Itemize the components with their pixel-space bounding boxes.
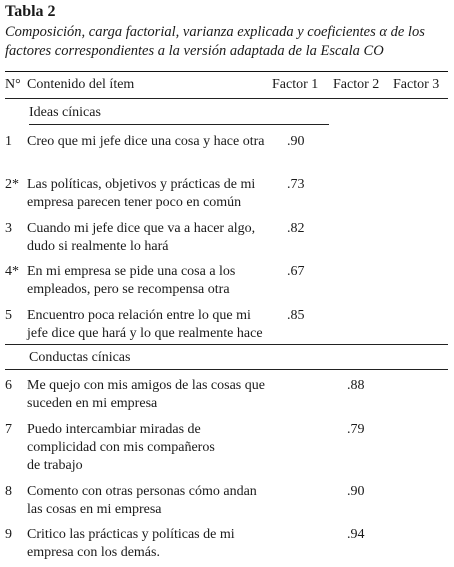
item-text: Critico las prácticas y políticas de mi empresa con los demás. [27, 527, 235, 560]
table-title: Tabla 2 [5, 3, 56, 20]
top-rule [5, 71, 448, 72]
item-number: 8 [5, 484, 12, 499]
item-number: 2* [5, 177, 19, 192]
header-factor1: Factor 1 [272, 77, 319, 92]
item-text: Me quejo con mis amigos de las cosas que suceden en mi empresa [27, 378, 265, 411]
item-text: Comento con otras personas cómo andan las cosas en mi empresa [27, 484, 257, 517]
factor1-loading: .82 [287, 221, 305, 236]
header-factor3: Factor 3 [393, 77, 440, 92]
item-number: 1 [5, 134, 12, 149]
factor1-loading: .85 [287, 308, 305, 323]
item-text: Cuando mi jefe dice que va a hacer algo, dudo si realmente lo hará [27, 221, 256, 254]
section-divider [5, 344, 448, 345]
factor2-loading: .94 [347, 527, 365, 542]
header-factor2: Factor 2 [333, 77, 380, 92]
item-number: 9 [5, 527, 12, 542]
item-text: Las políticas, objetivos y prácticas de mi empresa parecen tener poco en común [27, 177, 256, 210]
section-heading: Ideas cínicas [29, 105, 101, 120]
section-rule [5, 369, 448, 370]
section-rule [29, 124, 329, 125]
section-heading: Conductas cínicas [29, 350, 131, 365]
header-content: Contenido del ítem [27, 77, 135, 92]
factor2-loading: .88 [347, 378, 365, 393]
item-number: 5 [5, 308, 12, 323]
item-number: 6 [5, 378, 12, 393]
item-text: Encuentro poca relación entre lo que mi jefe dice que hará y lo que realmente hace [27, 308, 263, 341]
item-text: Creo que mi jefe dice una cosa y hace otra [27, 134, 265, 149]
item-number: 7 [5, 422, 12, 437]
factor2-loading: .79 [347, 422, 365, 437]
item-text: En mi empresa se pide una cosa a los empleados, pero se recompensa otra [27, 264, 236, 297]
item-number: 4* [5, 264, 19, 279]
factor1-loading: .67 [287, 264, 305, 279]
table-caption: Composición, carga factorial, varianza explicada y coeficientes α de los factores correspondientes a la versión adaptada de la Escala CO [5, 24, 425, 59]
factor1-loading: .90 [287, 134, 305, 149]
factor1-loading: .73 [287, 177, 305, 192]
header-rule [5, 98, 448, 99]
factor2-loading: .90 [347, 484, 365, 499]
header-number: N° [5, 77, 21, 92]
item-text: Puedo intercambiar miradas de complicidad con mis compañeros de trabajo [27, 422, 215, 473]
item-number: 3 [5, 221, 12, 236]
